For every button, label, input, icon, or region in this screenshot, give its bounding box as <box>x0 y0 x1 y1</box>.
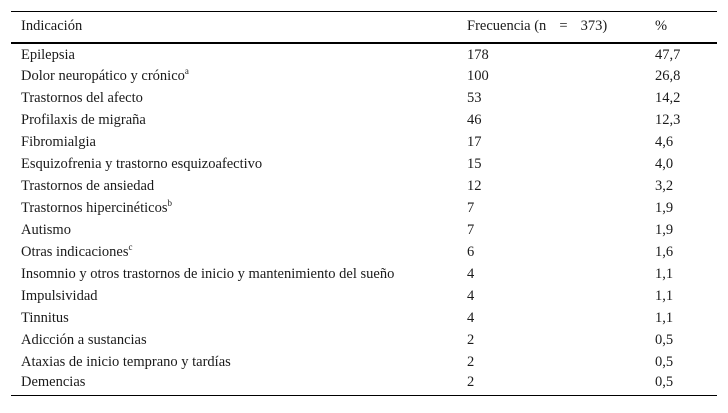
cell-indicacion <box>11 219 457 241</box>
indicacion-label: Insomnio y otros trastornos de inicio y mantenimiento del sueño <box>21 265 395 282</box>
table-row <box>11 175 717 197</box>
table-row <box>11 263 717 285</box>
indicacion-label: Fibromialgia <box>21 133 96 150</box>
cell-indicacion <box>11 351 457 373</box>
cell-frecuencia: 2 <box>467 331 475 348</box>
indications-table-container <box>11 11 717 396</box>
cell-indicacion <box>11 307 457 329</box>
cell-frecuencia: 4 <box>467 309 475 326</box>
cell-porcentaje: 1,1 <box>655 309 674 326</box>
cell-porcentaje: 26,8 <box>655 67 681 84</box>
cell-porcentaje: 1,1 <box>655 265 674 282</box>
cell-frecuencia: 7 <box>467 221 475 238</box>
indicacion-label: Ataxias de inicio temprano y tardías <box>21 353 231 370</box>
cell-frecuencia: 7 <box>467 199 475 216</box>
footnote-marker: b <box>167 197 172 208</box>
cell-frecuencia: 12 <box>467 177 482 194</box>
indicacion-label: Esquizofrenia y trastorno esquizoafectivo <box>21 155 263 172</box>
cell-indicacion <box>11 109 457 131</box>
indicacion-label: Autismo <box>21 221 71 238</box>
cell-frecuencia: 2 <box>467 353 475 370</box>
cell-porcentaje: 4,6 <box>655 133 674 150</box>
cell-indicacion <box>11 197 457 219</box>
footnote-marker: c <box>128 241 133 252</box>
header-row <box>11 12 717 43</box>
table-row <box>11 43 717 65</box>
cell-porcentaje: 1,1 <box>655 287 674 304</box>
table-row <box>11 131 717 153</box>
cell-indicacion <box>11 329 457 351</box>
indications-table <box>11 11 717 396</box>
cell-indicacion <box>11 263 457 285</box>
indicacion-label: Otras indicaciones <box>21 243 129 260</box>
cell-porcentaje: 4,0 <box>655 155 674 172</box>
indicacion-label: Adicción a sustancias <box>21 331 147 348</box>
table-row <box>11 197 717 219</box>
cell-frecuencia: 4 <box>467 287 475 304</box>
cell-porcentaje: 3,2 <box>655 177 674 194</box>
cell-frecuencia: 53 <box>467 89 482 106</box>
table-row <box>11 219 717 241</box>
indicacion-label: Profilaxis de migraña <box>21 111 146 128</box>
cell-indicacion <box>11 175 457 197</box>
cell-porcentaje: 0,5 <box>655 331 674 348</box>
cell-indicacion <box>11 65 457 87</box>
footnote-marker: a <box>184 65 189 76</box>
table-header <box>11 12 717 43</box>
indicacion-label: Tinnitus <box>21 309 69 326</box>
cell-frecuencia: 46 <box>467 111 482 128</box>
cell-porcentaje: 1,6 <box>655 243 674 260</box>
indicacion-label: Impulsividad <box>21 287 98 304</box>
indicacion-label: Epilepsia <box>21 47 75 63</box>
header-frecuencia-eq: = <box>559 18 568 35</box>
table-row <box>11 307 717 329</box>
table-row <box>11 285 717 307</box>
indicacion-label: Dolor neuropático y crónico <box>21 67 185 84</box>
cell-indicacion <box>11 373 457 396</box>
cell-porcentaje: 14,2 <box>655 89 681 106</box>
header-frecuencia-label: Frecuencia (n <box>467 18 547 35</box>
header-indicacion: Indicación <box>11 12 457 43</box>
table-row <box>11 87 717 109</box>
indicacion-label: Trastornos del afecto <box>21 89 143 106</box>
table-row <box>11 373 717 396</box>
header-frecuencia-total: 373) <box>580 18 608 35</box>
cell-frecuencia: 17 <box>467 133 482 150</box>
cell-indicacion <box>11 43 457 65</box>
cell-porcentaje: 0,5 <box>645 373 717 396</box>
cell-frecuencia: 15 <box>467 155 482 172</box>
header-frecuencia <box>457 12 645 43</box>
table-row <box>11 241 717 263</box>
cell-indicacion <box>11 241 457 263</box>
cell-frecuencia: 2 <box>457 373 645 396</box>
cell-indicacion <box>11 87 457 109</box>
cell-indicacion <box>11 131 457 153</box>
table-row <box>11 109 717 131</box>
table-body <box>11 43 717 396</box>
table-row <box>11 153 717 175</box>
table-row <box>11 65 717 87</box>
cell-frecuencia: 100 <box>467 67 489 84</box>
cell-frecuencia: 6 <box>467 243 475 260</box>
cell-indicacion <box>11 153 457 175</box>
indicacion-label: Trastornos de ansiedad <box>21 177 155 194</box>
cell-porcentaje: 0,5 <box>655 353 674 370</box>
cell-porcentaje: 1,9 <box>655 221 674 238</box>
cell-frecuencia: 178 <box>467 47 489 63</box>
cell-indicacion <box>11 285 457 307</box>
header-porcentaje: % <box>645 12 717 43</box>
indicacion-label: Demencias <box>21 373 86 390</box>
cell-porcentaje: 47,7 <box>655 47 681 63</box>
cell-porcentaje: 1,9 <box>655 199 674 216</box>
table-row <box>11 351 717 373</box>
indicacion-label: Trastornos hipercinéticos <box>21 199 168 216</box>
cell-porcentaje: 12,3 <box>655 111 681 128</box>
cell-frecuencia: 4 <box>467 265 475 282</box>
table-row <box>11 329 717 351</box>
